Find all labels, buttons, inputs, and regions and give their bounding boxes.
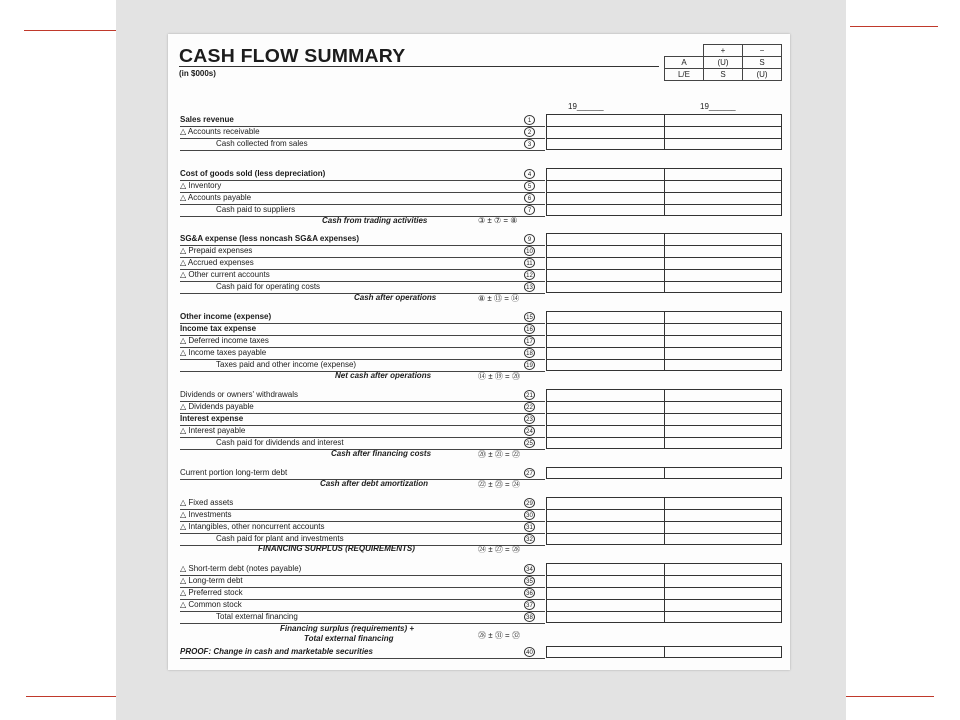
row-formula: ⑧ ± ⑬ = ⑭	[478, 294, 520, 303]
entry-row-line	[546, 126, 782, 127]
column-divider	[664, 647, 665, 657]
entry-row-line	[546, 413, 782, 414]
entry-row-line	[546, 335, 782, 336]
row-label: Net cash after operations	[335, 371, 432, 380]
column-divider	[664, 115, 665, 149]
entry-row-line	[546, 245, 782, 246]
row-formula: ㉘ ± ㉛ = ㉜	[478, 631, 520, 640]
row-label: Dividends or owners' withdrawals	[180, 390, 299, 399]
line-number-badge: 29	[524, 498, 535, 508]
key-le: L/E	[665, 69, 704, 81]
line-number-badge: 11	[524, 258, 535, 268]
row-label: △ Other current accounts	[180, 270, 270, 279]
line-number-badge: 24	[524, 426, 535, 436]
row-label: △ Dividends payable	[180, 402, 254, 411]
entry-row-line	[546, 587, 782, 588]
column-divider	[664, 468, 665, 478]
entry-box[interactable]	[546, 563, 782, 623]
key-s: S	[743, 57, 782, 69]
line-number-badge: 2	[524, 127, 535, 137]
line-number-badge: 36	[524, 588, 535, 598]
line-number-badge: 40	[524, 647, 535, 657]
entry-row-line	[546, 180, 782, 181]
right-red-rule-bottom	[846, 696, 934, 697]
key-s2: S	[704, 69, 743, 81]
row-label: Current portion long-term debt	[180, 468, 288, 477]
entry-row-line	[546, 521, 782, 522]
key-u: (U)	[704, 57, 743, 69]
entry-row-line	[546, 359, 782, 360]
line-number-badge: 1	[524, 115, 535, 125]
line-number-badge: 9	[524, 234, 535, 244]
line-number-badge: 16	[524, 324, 535, 334]
form-subtitle: (in $000s)	[179, 69, 216, 78]
column-divider	[664, 234, 665, 292]
entry-box[interactable]	[546, 233, 782, 293]
entry-box[interactable]	[546, 646, 782, 658]
row-label-continued: Total external financing	[304, 634, 394, 643]
entry-row-line	[546, 204, 782, 205]
sign-key-table	[664, 44, 782, 81]
column-divider	[664, 312, 665, 370]
row-label: PROOF: Change in cash and marketable securities	[180, 647, 373, 656]
row-label: Cash after debt amortization	[320, 479, 429, 488]
entry-row-line	[546, 437, 782, 438]
row-label: △ Inventory	[180, 181, 222, 190]
line-number-badge: 27	[524, 468, 535, 478]
row-label: △ Deferred income taxes	[180, 336, 269, 345]
entry-row-line	[546, 611, 782, 612]
row-formula: ⑭ ± ⑲ = ⑳	[478, 372, 520, 381]
left-red-rule-bottom	[26, 696, 116, 697]
line-number-badge: 18	[524, 348, 535, 358]
row-label: Cash after financing costs	[331, 449, 432, 458]
year-column-2: 19______	[700, 102, 736, 111]
line-number-badge: 12	[524, 270, 535, 280]
line-number-badge: 17	[524, 336, 535, 346]
row-label: △ Common stock	[180, 600, 242, 609]
row-formula: ㉔ ± ㉗ = ㉘	[478, 545, 520, 554]
line-number-badge: 6	[524, 193, 535, 203]
line-number-badge: 21	[524, 390, 535, 400]
line-number-badge: 32	[524, 534, 535, 544]
row-underline	[180, 509, 545, 510]
line-number-badge: 15	[524, 312, 535, 322]
title-rule	[179, 66, 659, 67]
entry-row-line	[546, 347, 782, 348]
row-label: FINANCING SURPLUS (REQUIREMENTS)	[258, 544, 415, 553]
row-label: SG&A expense (less noncash SG&A expenses)	[180, 234, 360, 243]
row-label: △ Prepaid expenses	[180, 246, 253, 255]
row-label: Cost of goods sold (less depreciation)	[180, 169, 326, 178]
line-number-badge: 5	[524, 181, 535, 191]
key-minus: −	[743, 45, 782, 57]
row-label: △ Long-term debt	[180, 576, 243, 585]
entry-row-line	[546, 425, 782, 426]
row-label: △ Investments	[180, 510, 232, 519]
left-red-rule-top	[24, 30, 116, 31]
line-number-badge: 10	[524, 246, 535, 256]
entry-box[interactable]	[546, 311, 782, 371]
line-number-badge: 13	[524, 282, 535, 292]
entry-row-line	[546, 509, 782, 510]
entry-box[interactable]	[546, 467, 782, 479]
row-label: Taxes paid and other income (expense)	[216, 360, 357, 369]
row-label: △ Accounts receivable	[180, 127, 260, 136]
line-number-badge: 30	[524, 510, 535, 520]
row-label: Cash paid for dividends and interest	[216, 438, 344, 447]
line-number-badge: 37	[524, 600, 535, 610]
line-number-badge: 3	[524, 139, 535, 149]
row-label: △ Preferred stock	[180, 588, 243, 597]
row-formula: ㉒ ± ㉓ = ㉔	[478, 480, 520, 489]
entry-row-line	[546, 533, 782, 534]
line-number-badge: 38	[524, 612, 535, 622]
row-underline	[180, 180, 545, 181]
year-column-1: 19______	[568, 102, 604, 111]
line-number-badge: 7	[524, 205, 535, 215]
row-label: Cash paid for plant and investments	[216, 534, 344, 543]
line-number-badge: 31	[524, 522, 535, 532]
line-number-badge: 4	[524, 169, 535, 179]
row-formula: ③ ± ⑦ = ⑧	[478, 216, 518, 225]
column-divider	[664, 390, 665, 448]
entry-row-line	[546, 575, 782, 576]
line-number-badge: 23	[524, 414, 535, 424]
entry-box[interactable]	[546, 114, 782, 150]
entry-row-line	[546, 281, 782, 282]
key-u2: (U)	[743, 69, 782, 81]
line-number-badge: 22	[524, 402, 535, 412]
row-label: Cash collected from sales	[216, 139, 308, 148]
row-formula: ⑳ ± ㉑ = ㉒	[478, 450, 520, 459]
row-label: Cash paid to suppliers	[216, 205, 296, 214]
row-label: Total external financing	[216, 612, 298, 621]
row-label: Other income (expense)	[180, 312, 272, 321]
row-label: △ Income taxes payable	[180, 348, 267, 357]
row-label: Interest expense	[180, 414, 244, 423]
row-label: Cash after operations	[354, 293, 437, 302]
entry-row-line	[546, 192, 782, 193]
key-plus: +	[704, 45, 743, 57]
line-number-badge: 35	[524, 576, 535, 586]
entry-row-line	[546, 269, 782, 270]
column-divider	[664, 564, 665, 622]
entry-row-line	[546, 257, 782, 258]
row-label: Cash paid for operating costs	[216, 282, 321, 291]
row-label: Sales revenue	[180, 115, 234, 124]
entry-row-line	[546, 401, 782, 402]
row-label: Cash from trading activities	[322, 216, 428, 225]
entry-box[interactable]	[546, 389, 782, 449]
row-label: △ Intangibles, other noncurrent accounts	[180, 522, 325, 531]
key-a: A	[665, 57, 704, 69]
row-underline	[180, 658, 545, 659]
form-title: CASH FLOW SUMMARY	[179, 46, 406, 66]
row-label: △ Short-term debt (notes payable)	[180, 564, 302, 573]
row-label: Income tax expense	[180, 324, 257, 333]
row-label: △ Accrued expenses	[180, 258, 254, 267]
entry-row-line	[546, 138, 782, 139]
right-red-rule-top	[850, 26, 938, 27]
line-number-badge: 25	[524, 438, 535, 448]
entry-row-line	[546, 323, 782, 324]
row-underline	[180, 150, 545, 151]
entry-row-line	[546, 599, 782, 600]
line-number-badge: 34	[524, 564, 535, 574]
row-label: Financing surplus (requirements) +	[280, 624, 415, 633]
row-label: △ Accounts payable	[180, 193, 252, 202]
row-label: △ Interest payable	[180, 426, 246, 435]
row-label: △ Fixed assets	[180, 498, 234, 507]
line-number-badge: 19	[524, 360, 535, 370]
